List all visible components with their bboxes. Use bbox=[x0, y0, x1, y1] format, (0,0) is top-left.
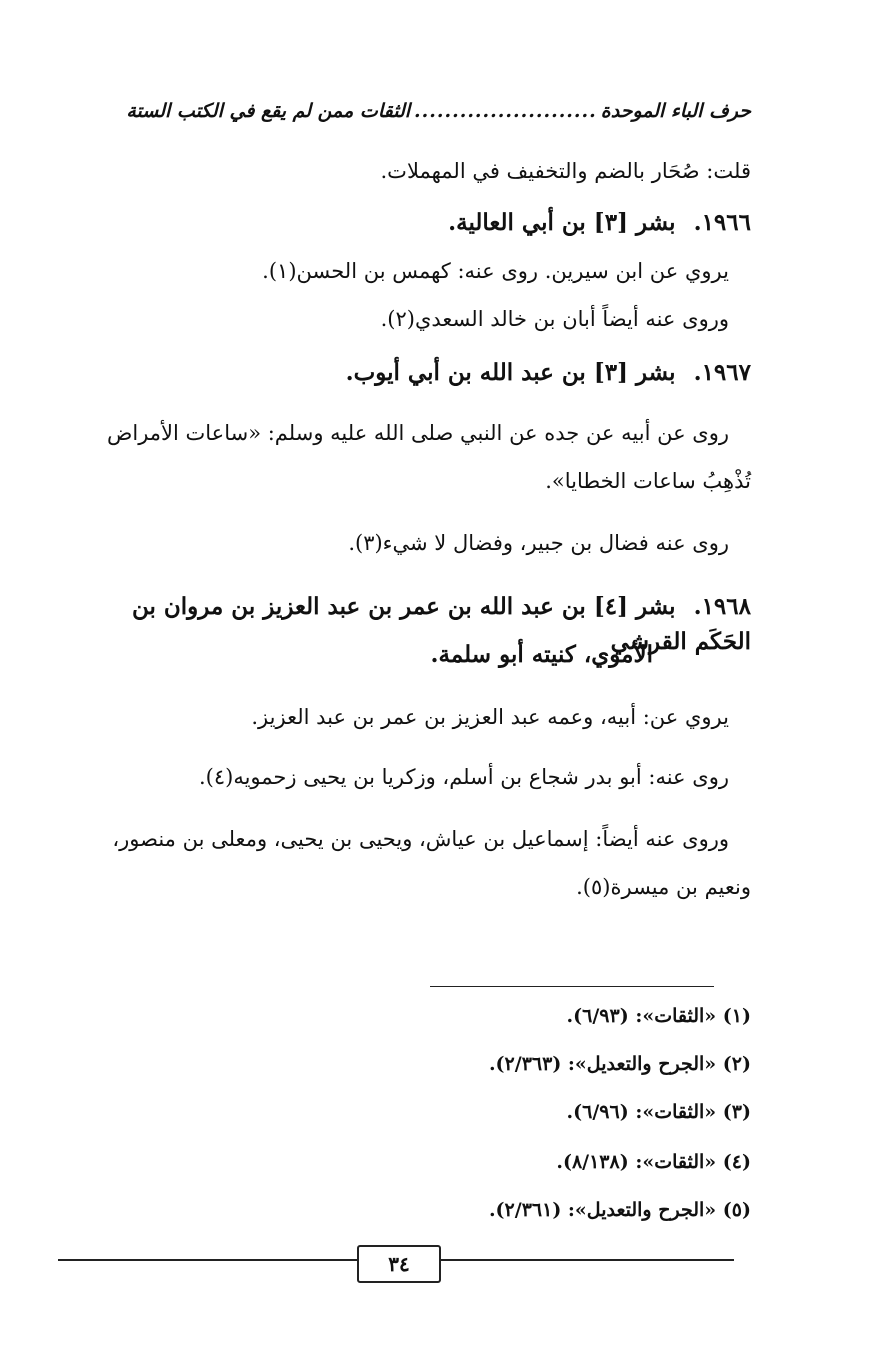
header-dots: ........................ bbox=[414, 100, 597, 122]
header-chapter: حرف الباء الموحدة bbox=[600, 100, 751, 122]
paragraph-line bbox=[70, 872, 751, 904]
paragraph-text: تُذْهِبُ ساعات الخطايا». bbox=[545, 469, 751, 493]
entry-number: ١٩٦٨. bbox=[693, 593, 751, 620]
footnote-3: (٣) «الثقات»: (٦/٩٦). bbox=[566, 1101, 751, 1123]
note-text: قلت: صُحَار بالضم والتخفيف في المهملات. bbox=[380, 159, 751, 183]
header-book-title: الثقات ممن لم يقع في الكتب الستة bbox=[126, 100, 411, 122]
footnote-5: (٥) «الجرح والتعديل»: (٢/٣٦١). bbox=[488, 1199, 751, 1221]
entry-number: ١٩٦٧. bbox=[693, 359, 751, 386]
paragraph-text: روى عنه فضال بن جبير، وفضال لا شيء(٣). bbox=[348, 531, 729, 555]
entry-1966-heading bbox=[70, 206, 751, 241]
paragraph-line bbox=[70, 824, 729, 856]
paragraph-line bbox=[70, 418, 729, 450]
page-number: ٣٤ bbox=[357, 1245, 441, 1283]
paragraph-text: وروى عنه أيضاً: إسماعيل بن عياش، ويحيى بن يحيى، ومعلى بن منصور، bbox=[112, 827, 729, 851]
footer-rule-left bbox=[58, 1259, 358, 1261]
entry-title: بشر [٤] بن عبد الله بن عمر بن عبد العزيز بن مروان بن الحَكَم القرشي bbox=[131, 593, 751, 655]
entry-title: بشر [٣] بن أبي العالية. bbox=[448, 209, 676, 236]
paragraph-text: يروي عن: أبيه، وعمه عبد العزيز بن عمر بن عبد العزيز. bbox=[251, 705, 729, 729]
footnote-1: (١) «الثقات»: (٦/٩٣). bbox=[566, 1005, 751, 1027]
paragraph-text: وروى عنه أيضاً أبان بن خالد السعدي(٢). bbox=[380, 307, 729, 331]
paragraph-line bbox=[70, 702, 729, 734]
entry-1968-heading-cont bbox=[70, 638, 653, 673]
entry-title: بشر [٣] بن عبد الله بن أبي أيوب. bbox=[345, 359, 676, 386]
running-header bbox=[90, 94, 751, 128]
paragraph-text: يروي عن ابن سيرين. روى عنه: كهمس بن الحسن(١). bbox=[262, 259, 729, 283]
paragraph-line bbox=[70, 528, 729, 560]
paragraph-line bbox=[70, 256, 729, 288]
footnote-divider bbox=[430, 986, 714, 987]
entry-number: ١٩٦٦. bbox=[693, 209, 751, 236]
paragraph-line bbox=[70, 466, 751, 498]
paragraph-line bbox=[70, 762, 729, 794]
footnote-2: (٢) «الجرح والتعديل»: (٢/٣٦٣). bbox=[488, 1053, 751, 1075]
paragraph-text: ونعيم بن ميسرة(٥). bbox=[576, 875, 751, 899]
note-line bbox=[70, 156, 751, 188]
paragraph-text: روى عن أبيه عن جده عن النبي صلى الله عليه وسلم: «ساعات الأمراض bbox=[106, 421, 729, 445]
footer-rule-right bbox=[437, 1259, 734, 1261]
entry-title: الأموي، كنيته أبو سلمة. bbox=[430, 641, 653, 668]
entry-1967-heading bbox=[70, 356, 751, 391]
paragraph-text: روى عنه: أبو بدر شجاع بن أسلم، وزكريا بن يحيى زحمويه(٤). bbox=[198, 765, 729, 789]
footnote-4: (٤) «الثقات»: (٨/١٣٨). bbox=[556, 1151, 751, 1173]
paragraph-line bbox=[70, 304, 729, 336]
